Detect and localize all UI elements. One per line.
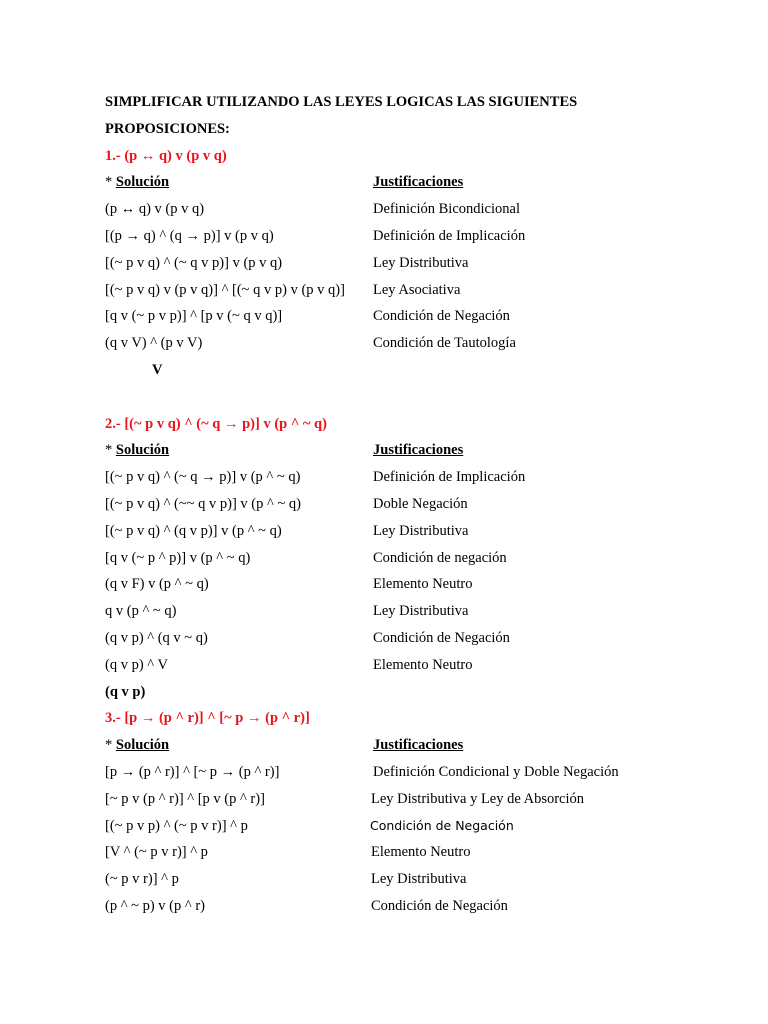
expression: [(~ p v q) v (p v q)] ^ [(~ q v p) v (p v q)] (105, 281, 345, 298)
proof-row (105, 303, 745, 330)
justification: Condición de Negación (370, 817, 514, 833)
solution-header (105, 437, 169, 464)
expression: [(~ p v q) ^ (q v p)] v (p ^ ~ q) (105, 522, 282, 539)
problem-3-header-row (105, 732, 745, 759)
proof-row (105, 652, 745, 679)
title-line-2: PROPOSICIONES: (105, 120, 230, 137)
expression: q v (p ^ ~ q) (105, 603, 177, 620)
proof-row (105, 545, 745, 572)
solution-label: Solución (115, 737, 170, 754)
proof-row (105, 330, 745, 357)
justification: Condición de Negación (371, 897, 508, 914)
solution-bullet: * (105, 442, 116, 459)
problem-2-heading: 2.- [(~ p v q) ^ (~ q → p)] v (p ^ ~ q) (105, 415, 327, 432)
justification: Definición Bicondicional (373, 201, 520, 218)
expression: [(~ p v p) ^ (~ p v r)] ^ p (105, 817, 248, 834)
solution-bullet: * (105, 174, 116, 191)
problem-1-result (105, 357, 745, 384)
justification: Condición de negación (373, 549, 507, 566)
expression: [q v (~ p v p)] ^ [p v (~ q v q)] (105, 308, 283, 325)
justification: Ley Distributiva (373, 254, 469, 271)
expression: [~ p v (p ^ r)] ^ [p v (p ^ r)] (105, 790, 265, 807)
proof-row (105, 571, 745, 598)
expression: (p ^ ~ p) v (p ^ r) (105, 897, 205, 914)
proof-row (105, 786, 745, 813)
justification: Condición de Negación (373, 629, 510, 646)
justification: Condición de Tautología (373, 335, 516, 352)
justification: Definición Condicional y Doble Negación (373, 763, 619, 780)
problem-3-heading: 3.- [p → (p ^ r)] ^ [~ p → (p ^ r)] (105, 710, 310, 727)
spacer (105, 384, 745, 411)
expression: (q v p) ^ (q v ~ q) (105, 629, 208, 646)
solution-label: Solución (115, 174, 170, 191)
proof-row (105, 625, 745, 652)
justification: Ley Distributiva (371, 871, 467, 888)
justification-header: Justificaciones (373, 737, 464, 754)
solution-header (105, 169, 169, 196)
proof-row (105, 491, 745, 518)
proof-row (105, 464, 745, 491)
justification: Definición de Implicación (373, 469, 526, 486)
justification-header: Justificaciones (373, 442, 464, 459)
expression: (~ p v r)] ^ p (105, 871, 179, 888)
justification: Definición de Implicación (373, 227, 526, 244)
proof-row (105, 196, 745, 223)
justification: Elemento Neutro (371, 844, 471, 861)
justification: Ley Asociativa (373, 281, 461, 298)
justification: Ley Distributiva y Ley de Absorción (371, 790, 585, 807)
solution-header (105, 732, 169, 759)
proof-row (105, 518, 745, 545)
justification: Elemento Neutro (373, 576, 473, 593)
expression: (q v V) ^ (p v V) (105, 335, 203, 352)
expression: (q v F) v (p ^ ~ q) (105, 576, 209, 593)
proof-row (105, 866, 745, 893)
proof-row (105, 759, 745, 786)
proof-row (105, 277, 745, 304)
proof-row (105, 598, 745, 625)
expression: (q v p) ^ V (105, 656, 168, 673)
justification: Ley Distributiva (373, 522, 469, 539)
justification: Ley Distributiva (373, 603, 469, 620)
expression: (p ↔ q) v (p v q) (105, 201, 205, 218)
justification-header: Justificaciones (373, 174, 464, 191)
solution-label: Solución (115, 442, 170, 459)
expression: [(~ p v q) ^ (~~ q v p)] v (p ^ ~ q) (105, 495, 301, 512)
proof-row (105, 893, 745, 920)
problem-1-header-row (105, 169, 745, 196)
expression: [q v (~ p ^ p)] v (p ^ ~ q) (105, 549, 251, 566)
proof-row (105, 250, 745, 277)
problem-1-heading: 1.- (p ↔ q) v (p v q) (105, 147, 227, 164)
expression: [(~ p v q) ^ (~ q v p)] v (p v q) (105, 254, 283, 271)
problem-2-header-row (105, 437, 745, 464)
proof-row (105, 223, 745, 250)
expression: [(~ p v q) ^ (~ q → p)] v (p ^ ~ q) (105, 469, 301, 486)
problem-2-result: (q v p) (105, 683, 146, 700)
result-value: V (152, 361, 163, 378)
proof-row (105, 813, 745, 840)
justification: Condición de Negación (373, 308, 510, 325)
proof-row (105, 839, 745, 866)
justification: Doble Negación (373, 495, 468, 512)
solution-bullet: * (105, 737, 116, 754)
expression: [p → (p ^ r)] ^ [~ p → (p ^ r)] (105, 763, 280, 780)
expression: [V ^ (~ p v r)] ^ p (105, 844, 208, 861)
document-page (105, 89, 745, 920)
expression: [(p → q) ^ (q → p)] v (p v q) (105, 227, 274, 244)
title-line-1: SIMPLIFICAR UTILIZANDO LAS LEYES LOGICAS LAS SIGUIENTES (105, 94, 578, 110)
justification: Elemento Neutro (373, 656, 473, 673)
